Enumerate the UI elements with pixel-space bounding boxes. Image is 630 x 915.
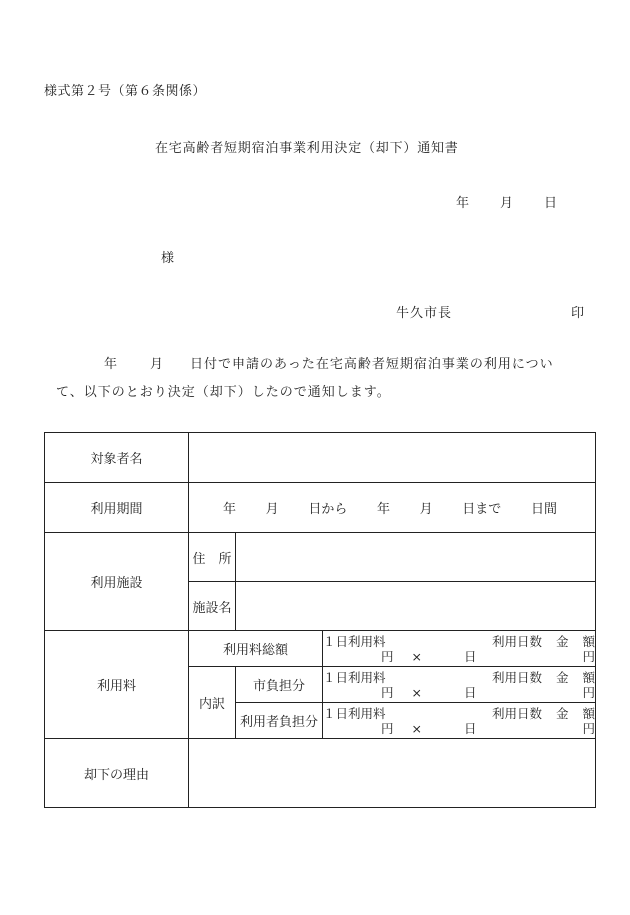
fee-yen: 円 bbox=[381, 684, 394, 700]
fee-days-label: 利用日数 bbox=[491, 705, 542, 721]
rejection-reason-value bbox=[189, 739, 596, 808]
subject-name-label: 対象者名 bbox=[45, 433, 189, 483]
fee-kin: 金 bbox=[555, 633, 569, 649]
breakdown-label: 内訳 bbox=[189, 667, 236, 739]
fee-daily-label: １日利用料 bbox=[323, 633, 386, 649]
date-year: 年 bbox=[456, 196, 470, 211]
fee-times: × bbox=[411, 648, 422, 664]
date-day: 日 bbox=[544, 196, 558, 211]
city-share-calc bbox=[323, 667, 596, 703]
facility-name-label: 施設名 bbox=[189, 582, 236, 631]
fee-times: × bbox=[411, 684, 422, 700]
fee-yen: 円 bbox=[381, 720, 394, 736]
form-number: 様式第２号（第６条関係） bbox=[44, 84, 207, 99]
fee-kin: 金 bbox=[555, 705, 569, 721]
fee-times: × bbox=[411, 720, 422, 736]
facility-label: 利用施設 bbox=[45, 533, 189, 631]
city-share-label: 市負担分 bbox=[236, 667, 323, 703]
period-month-1: 月 bbox=[265, 502, 279, 517]
fee-gaku: 額 bbox=[582, 633, 596, 649]
body-line-1 bbox=[44, 351, 594, 379]
user-share-label: 利用者負担分 bbox=[236, 703, 323, 739]
body-month: 月 bbox=[150, 357, 165, 372]
address-label: 住 所 bbox=[189, 533, 236, 582]
user-share-calc bbox=[323, 703, 596, 739]
period-month-2: 月 bbox=[419, 502, 433, 517]
addressee-suffix: 様 bbox=[161, 251, 175, 266]
period-days: 日間 bbox=[530, 502, 557, 517]
body-paragraph bbox=[44, 351, 594, 407]
fee-yen: 円 bbox=[381, 648, 394, 664]
facility-name-value bbox=[236, 582, 596, 631]
fee-day-unit: 日 bbox=[464, 684, 477, 700]
period-year-1: 年 bbox=[223, 502, 237, 517]
fee-day-unit: 日 bbox=[464, 648, 477, 664]
period-value bbox=[189, 483, 596, 533]
fee-total-label: 利用料総額 bbox=[189, 631, 323, 667]
seal-mark: 印 bbox=[571, 306, 585, 321]
subject-name-value bbox=[189, 433, 596, 483]
fee-yen-end: 円 bbox=[582, 648, 596, 664]
fee-yen-end: 円 bbox=[582, 720, 596, 736]
fee-daily-label: １日利用料 bbox=[323, 705, 386, 721]
decision-table bbox=[44, 432, 596, 808]
fee-total-calc bbox=[323, 631, 596, 667]
fee-days-label: 利用日数 bbox=[491, 669, 542, 685]
date-month: 月 bbox=[500, 196, 514, 211]
fee-day-unit: 日 bbox=[464, 720, 477, 736]
fee-label: 利用料 bbox=[45, 631, 189, 739]
period-label: 利用期間 bbox=[45, 483, 189, 533]
period-until: 日まで bbox=[462, 502, 502, 517]
fee-days-label: 利用日数 bbox=[491, 633, 542, 649]
body-line-1-rest: 日付で申請のあった在宅高齢者短期宿泊事業の利用につい bbox=[190, 357, 554, 372]
rejection-reason-label: 却下の理由 bbox=[45, 739, 189, 808]
address-value bbox=[236, 533, 596, 582]
fee-gaku: 額 bbox=[582, 705, 596, 721]
document-title: 在宅高齢者短期宿泊事業利用決定（却下）通知書 bbox=[155, 141, 459, 156]
issuer-name: 牛久市長 bbox=[396, 306, 453, 321]
period-from: 日から bbox=[308, 502, 348, 517]
fee-yen-end: 円 bbox=[582, 684, 596, 700]
period-year-2: 年 bbox=[376, 502, 390, 517]
fee-gaku: 額 bbox=[582, 669, 596, 685]
fee-kin: 金 bbox=[555, 669, 569, 685]
body-year: 年 bbox=[104, 357, 119, 372]
body-line-2: て、以下のとおり決定（却下）したので通知します。 bbox=[56, 385, 391, 400]
fee-daily-label: １日利用料 bbox=[323, 669, 386, 685]
